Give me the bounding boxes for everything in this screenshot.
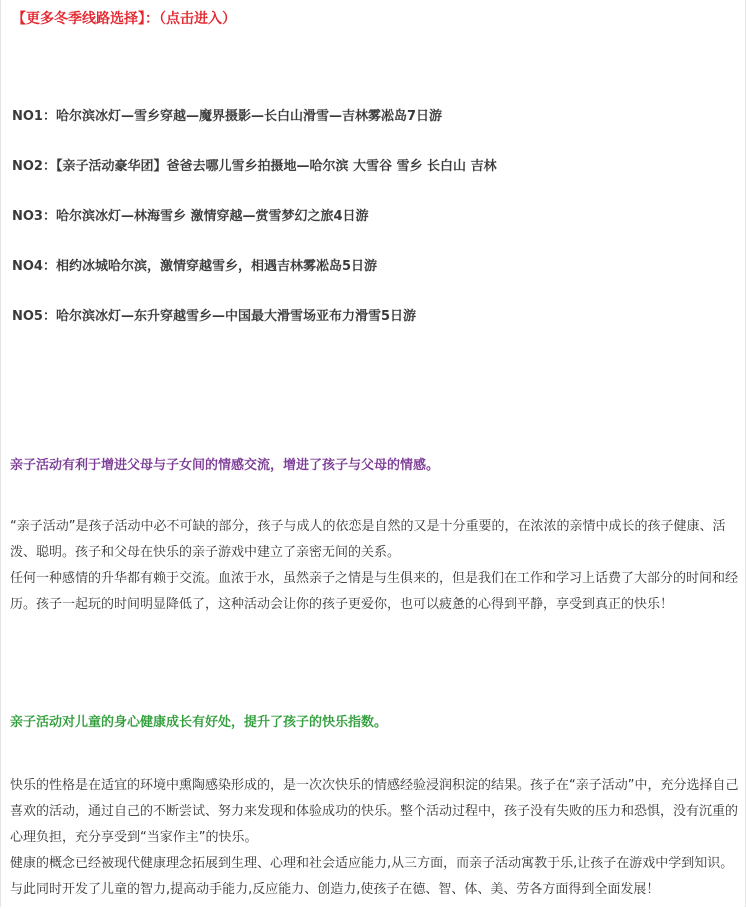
section-heading-emotional-bond: 亲子活动有利于增进父母与子女间的情感交流，增进了孩子与父母的情感。 bbox=[10, 458, 440, 473]
route-number: NO3： bbox=[12, 209, 56, 224]
route-title: 【亲子活动豪华团】爸爸去哪儿雪乡拍摄地—哈尔滨 大雪谷 雪乡 长白山 吉林 bbox=[55, 159, 497, 174]
route-title: 哈尔滨冰灯—林海雪乡 激情穿越—赏雪梦幻之旅4日游 bbox=[55, 209, 369, 224]
paragraph: 快乐的性格是在适宜的环境中熏陶感染形成的，是一次次快乐的情感经验浸润积淀的结果。孩子在“亲子活动”中，充分选择自己喜欢的活动，通过自己的不断尝试、努力来发现和体验成功的快乐。整个活动过程中，孩子没有失败的压力和恐惧，没有沉重的心理负担，充分享受到“当家作主”的快乐。 bbox=[10, 778, 739, 845]
route-number: NO5： bbox=[12, 309, 56, 324]
route-title: 相约冰城哈尔滨，激情穿越雪乡，相遇吉林雾凇岛5日游 bbox=[55, 259, 378, 274]
paragraph: 任何一种感情的升华都有赖于交流。血浓于水，虽然亲子之情是与生俱来的，但是我们在工作和学习上话费了大部分的时间和经历。孩子一起玩的时间明显降低了，这种活动会让你的孩子更爱你，也可以疲惫的心得到平静，享受到真正的快乐！ bbox=[10, 571, 739, 612]
route-number: NO4： bbox=[12, 259, 56, 274]
route-title: 哈尔滨冰灯—雪乡穿越—魔界摄影—长白山滑雪—吉林雾凇岛7日游 bbox=[55, 109, 443, 124]
more-winter-routes-link[interactable]: 【更多冬季线路选择】：（点击进入） bbox=[12, 11, 236, 27]
route-number: NO1： bbox=[12, 109, 56, 124]
route-link-3[interactable] bbox=[12, 207, 732, 257]
section-heading-child-health: 亲子活动对儿童的身心健康成长有好处，提升了孩子的快乐指数。 bbox=[10, 715, 388, 730]
route-link-4[interactable] bbox=[12, 257, 732, 307]
route-title: 哈尔滨冰灯—东升穿越雪乡—中国最大滑雪场亚布力滑雪5日游 bbox=[55, 309, 417, 324]
route-link-1[interactable] bbox=[12, 107, 732, 157]
paragraph: “亲子活动”是孩子活动中必不可缺的部分，孩子与成人的依恋是自然的又是十分重要的，在浓浓的亲情中成长的孩子健康、活泼、聪明。孩子和父母在快乐的亲子游戏中建立了亲密无间的关系。 bbox=[10, 519, 726, 560]
route-link-5[interactable] bbox=[12, 307, 732, 357]
paragraph: 健康的概念已经被现代健康理念拓展到生理、心理和社会适应能力,从三方面，而亲子活动寓教于乐,让孩子在游戏中学到知识。与此同时开发了儿童的智力,提高动手能力,反应能力、创造力,使孩子在德、智、体、美、劳各方面得到全面发展！ bbox=[10, 856, 734, 897]
section-body-emotional-bond bbox=[10, 514, 740, 618]
route-number: NO2： bbox=[12, 159, 56, 174]
section-body-child-health bbox=[10, 773, 740, 903]
route-list bbox=[12, 107, 732, 357]
route-link-2[interactable] bbox=[12, 157, 732, 207]
